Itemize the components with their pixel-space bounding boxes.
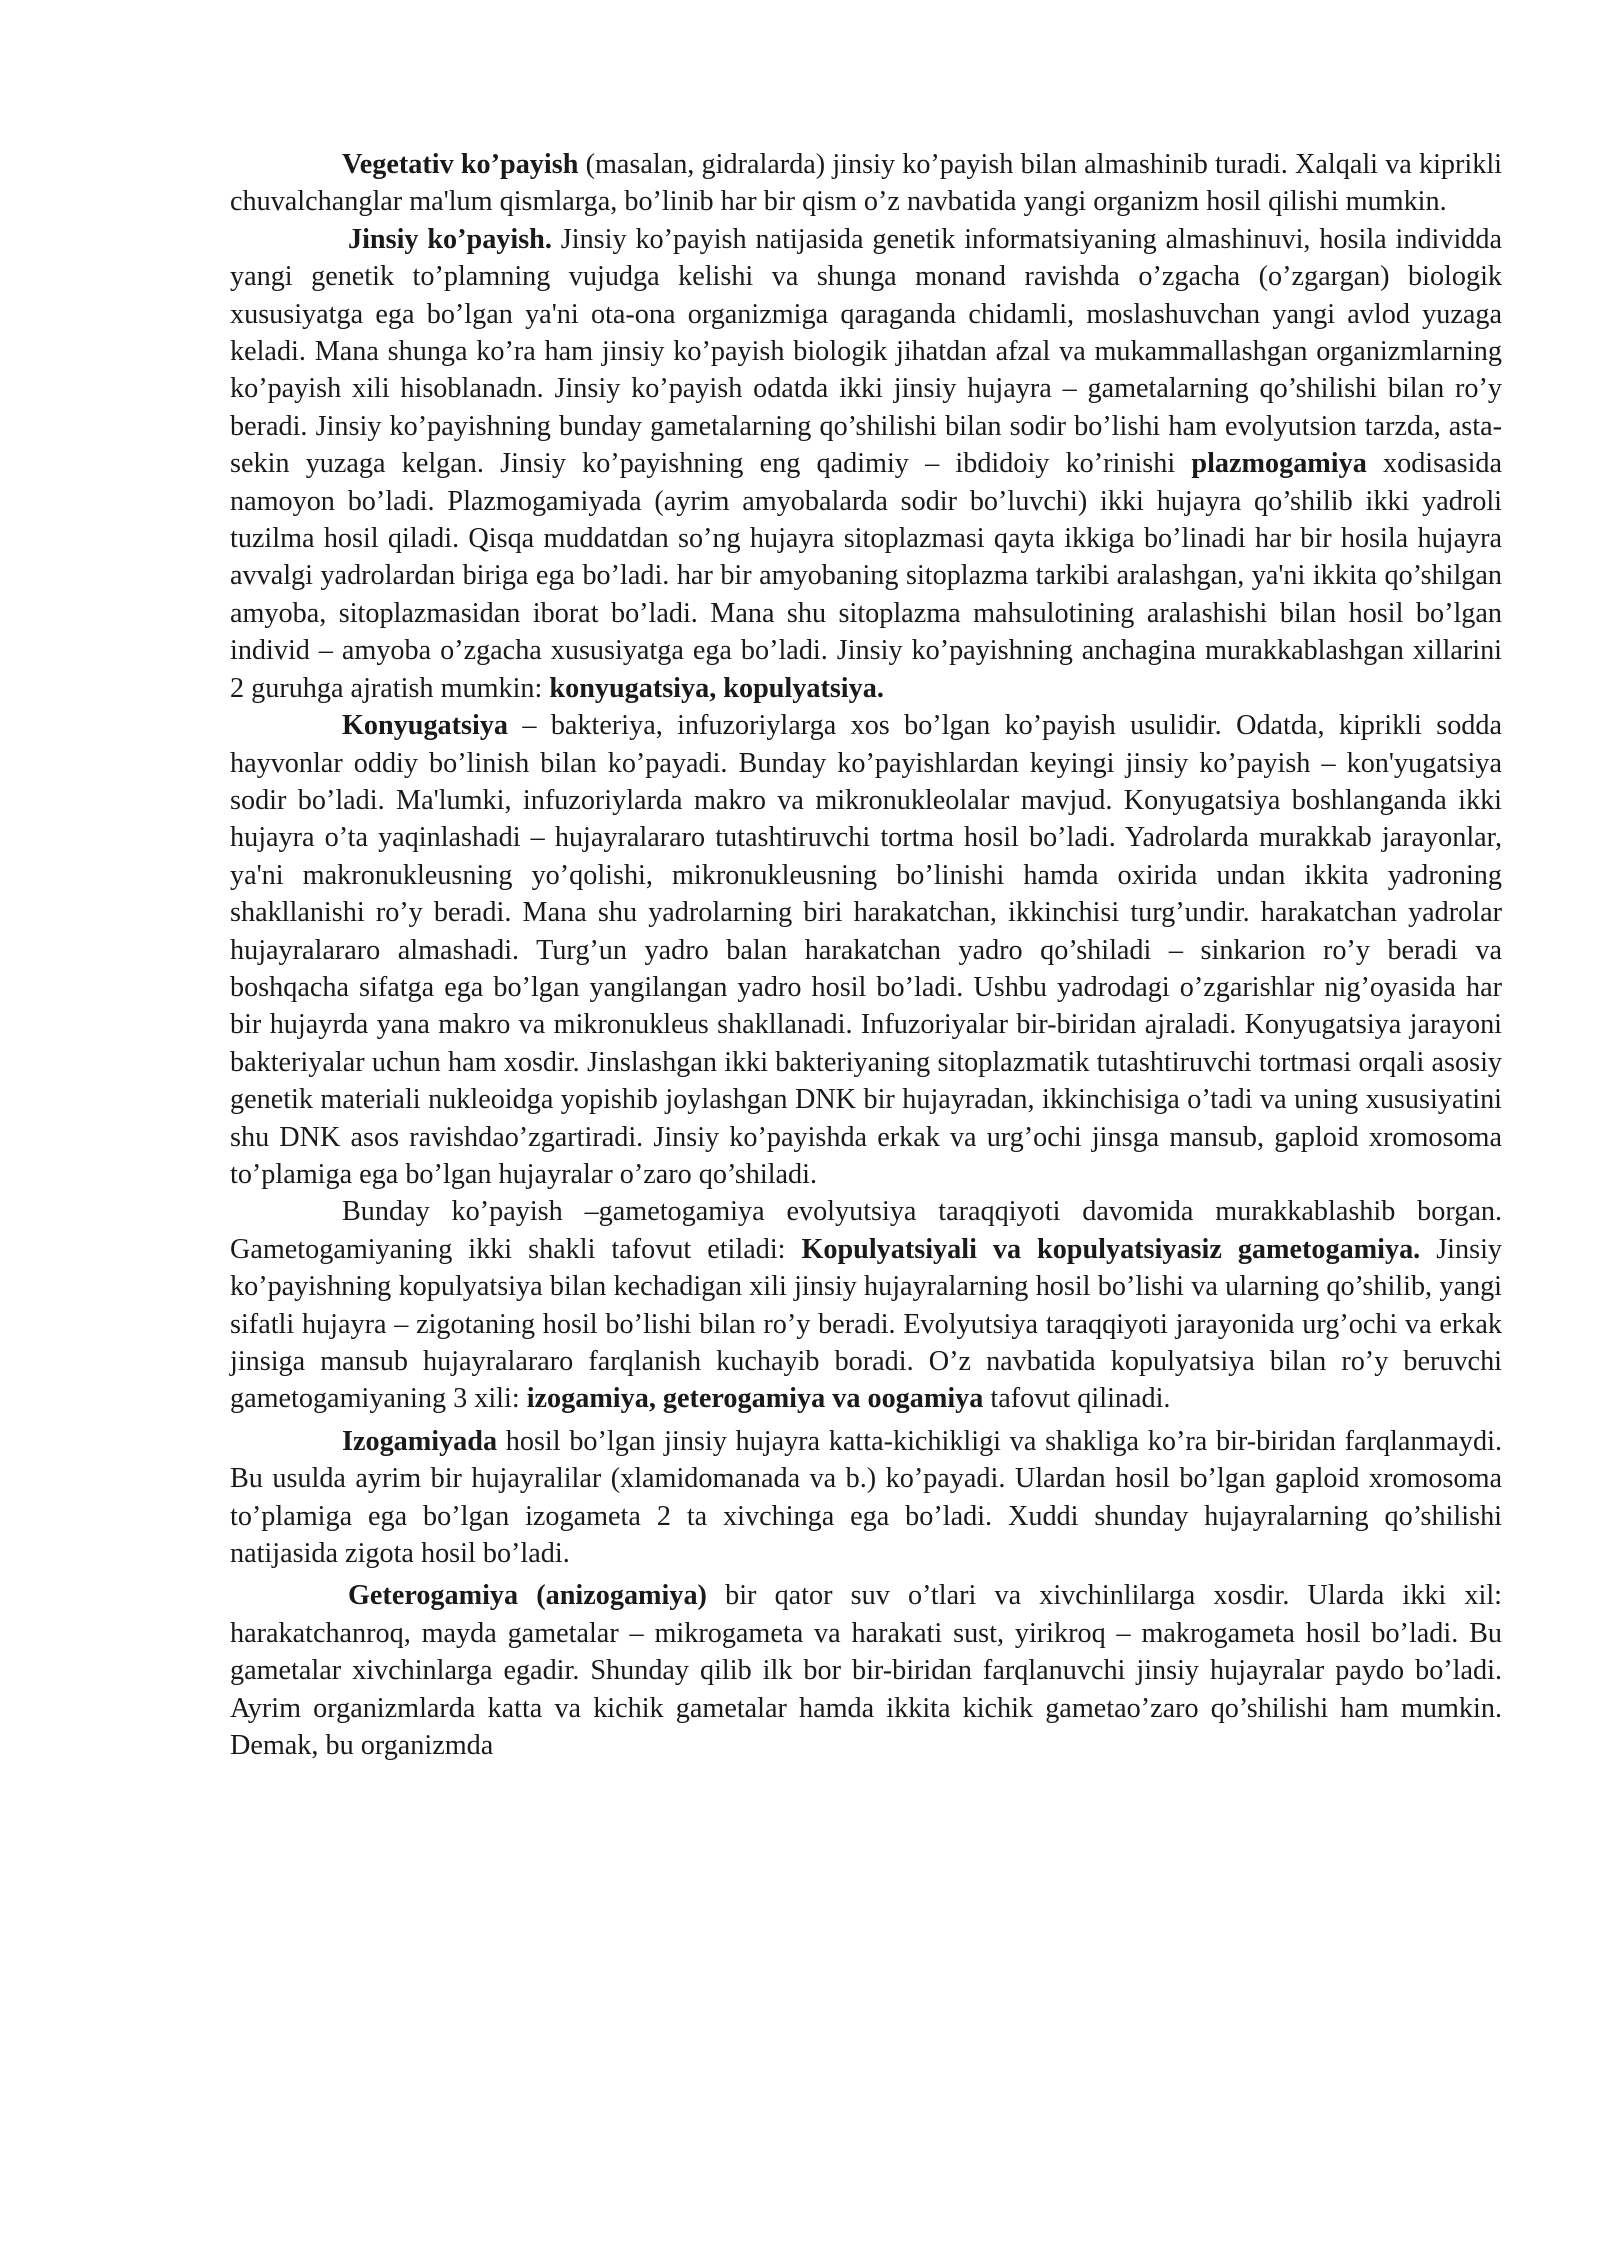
paragraph-jinsiy <box>230 221 1502 707</box>
text-segment: bir qator suv o’tlari va xivchinlilarga xosdir. Ularda ikki xil: harakatchanroq, mayda gametalar – mikrogameta va harakati sust, yirikroq – makrogameta hosil bo’ladi. Bu gametalar xivchinlarga egadir. Shunday qilib ilk bor bir-biridan farqlanuvchi jinsiy hujayralar paydo bo’ladi. Ayrim organizmlarda katta va kichik gametalar hamda ikkita kichik gametao’zaro qo’shilishi ham mumkin. Demak, bu organizmda <box>230 1580 1502 1762</box>
text-segment: xodisasida namoyon bo’ladi. Plazmogamiyada (ayrim amyobalarda sodir bo’luvchi) ikki hujayra qo’shilib ikki yadroli tuzilma hosil qiladi. Qisqa muddatdan so’ng hujayra sitoplazmasi qayta ikkiga bo’linadi har bir hosila hujayra avvalgi yadrolardan biriga ega bo’ladi. har bir amyobaning sitoplazma tarkibi aralashgan, ya'ni ikkita qo’shilgan amyoba, sitoplazmasidan iborat bo’ladi. Mana shu sitoplazma mahsulotining aralashishi bilan hosil bo’lgan individ – amyoba o’zgacha xususiyatga ega bo’ladi. Jinsiy ko’payishning anchagina murakkablashgan xillarini 2 guruhga ajratish mumkin: <box>230 448 1503 704</box>
paragraph-izogamiya <box>230 1423 1502 1573</box>
term-izogamiya-geterogamiya-oogamiya: izogamiya, geterogamiya va oogamiya <box>526 1383 984 1415</box>
term-jinsiy: Jinsiy ko’payish. <box>348 223 552 255</box>
term-izogamiyada: Izogamiyada <box>342 1425 498 1457</box>
text-segment: Jinsiy ko’payishning kopulyatsiya bilan kechadigan xili jinsiy hujayralarning hosil bo’lishi va ularning qo’shilib, yangi sifatli hujayra – zigotaning hosil bo’lishi bilan ro’y beradi. Evolyutsiya taraqqiyoti jarayonida urg’ochi va erkak jinsiga mansub hujayralararo farqlanish kuchayib boradi. O’z navbatida kopulyatsiya bilan ro’y beruvchi gametogamiyaning 3 xili: <box>230 1233 1502 1415</box>
term-konyugatsiya-kopulyatsiya: konyugatsiya, kopulyatsiya. <box>549 672 884 704</box>
text-segment: hosil bo’lgan jinsiy hujayra katta-kichikligi va shakliga ko’ra bir-biridan farqlanmaydi. Bu usulda ayrim bir hujayralilar (xlamidomanada va b.) ko’payadi. Ulardan hosil bo’lgan gaploid xromosoma to’plamiga ega bo’lgan izogameta 2 ta xivchinga ega bo’ladi. Xuddi shunday hujayralarning qo’shilishi natijasida zigota hosil bo’ladi. <box>230 1425 1502 1570</box>
text-segment: Bunday ko’payish –gametogamiya evolyutsiya taraqqiyoti davomida murakkablashib borgan. Gametogamiyaning ikki shakli tafovut etiladi: <box>230 1196 1502 1265</box>
document-page <box>230 146 1502 1764</box>
text-segment: tafovut qilinadi. <box>983 1383 1171 1415</box>
text-segment: Jinsiy ko’payish natijasida genetik informatsiyaning almashinuvi, hosila individda yangi genetik to’plamning vujudga kelishi va shunga monand ravishda o’zgacha (o’zgargan) biologik xususiyatga ega bo’lgan ya'ni ota-ona organizmiga qaraganda chidamli, moslashuvchan yangi avlod yuzaga keladi. Mana shunga ko’ra ham jinsiy ko’payish biologik jihatdan afzal va mukammallashgan organizmlarning ko’payish xili hisoblanadn. Jinsiy ko’payish odatda ikki jinsiy hujayra – gametalarning qo’shilishi bilan ro’y beradi. Jinsiy ko’payishning bunday gametalarning qo’shilishi bilan sodir bo’lishi ham evolyutsion tarzda, asta-sekin yuzaga kelgan. Jinsiy ko’payishning eng qadimiy – ibdidoiy ko’rinishi <box>230 223 1503 480</box>
term-geterogamiya: Geterogamiya (anizogamiya) <box>348 1580 707 1612</box>
term-konyugatsiya: Konyugatsiya <box>342 710 509 742</box>
term-kopulyatsiyali: Kopulyatsiyali va kopulyatsiyasiz gametogamiya. <box>801 1233 1421 1265</box>
term-vegetativ: Vegetativ ko’payish <box>342 149 579 180</box>
term-plazmogamiya: plazmogamiya <box>1191 448 1367 480</box>
paragraph-gametogamiya <box>230 1193 1502 1417</box>
paragraph-geterogamiya <box>230 1577 1502 1764</box>
paragraph-vegetativ <box>230 146 1502 221</box>
text-segment: (masalan, gidralarda) jinsiy ko’payish bilan almashinib turadi. Xalqali va kiprikli chuvalchanglar ma'lum qismlarga, bo’linib har bir qism o’z navbatida yangi organizm hosil qilishi mumkin. <box>230 149 1502 218</box>
paragraph-konyugatsiya <box>230 707 1502 1193</box>
text-segment: – bakteriya, infuzoriylarga xos bo’lgan ko’payish usulidir. Odatda, kiprikli sodda hayvonlar oddiy bo’linish bilan ko’payadi. Bunday ko’payishlardan keyingi jinsiy ko’payish – kon'yugatsiya sodir bo’ladi. Ma'lumki, infuzoriylarda makro va mikronukleolalar mavjud. Konyugatsiya boshlanganda ikki hujayra o’ta yaqinlashadi – hujayralararo tutashtiruvchi tortma hosil bo’ladi. Yadrolarda murakkab jarayonlar, ya'ni makronukleusning yo’qolishi, mikronukleusning bo’linishi hamda oxirida undan ikkita yadroning shakllanishi ro’y beradi. Mana shu yadrolarning biri harakatchan, ikkinchisi turg’undir. harakatchan yadrolar hujayralararo almashadi. Turg’un yadro balan harakatchan yadro qo’shiladi – sinkarion ro’y beradi va boshqacha sifatga ega bo’lgan yangilangan yadro hosil bo’ladi. Ushbu yadrodagi o’zgarishlar nig’oyasida har bir hujayrda yana makro va mikronukleus shakllanadi. Infuzoriyalar bir-biridan ajraladi. Konyugatsiya jarayoni bakteriyalar uchun ham xosdir. Jinslashgan ikki bakteriyaning sitoplazmatik tutashtiruvchi tortmasi orqali asosiy genetik materiali nukleoidga yopishib joylashgan DNK bir hujayradan, ikkinchisiga o’tadi va uning xususiyatini shu DNK asos ravishdao’zgartiradi. Jinsiy ko’payishda erkak va urg’ochi jinsga mansub, gaploid xromosoma to’plamiga ega bo’lgan hujayralar o’zaro qo’shiladi. <box>230 710 1502 1190</box>
